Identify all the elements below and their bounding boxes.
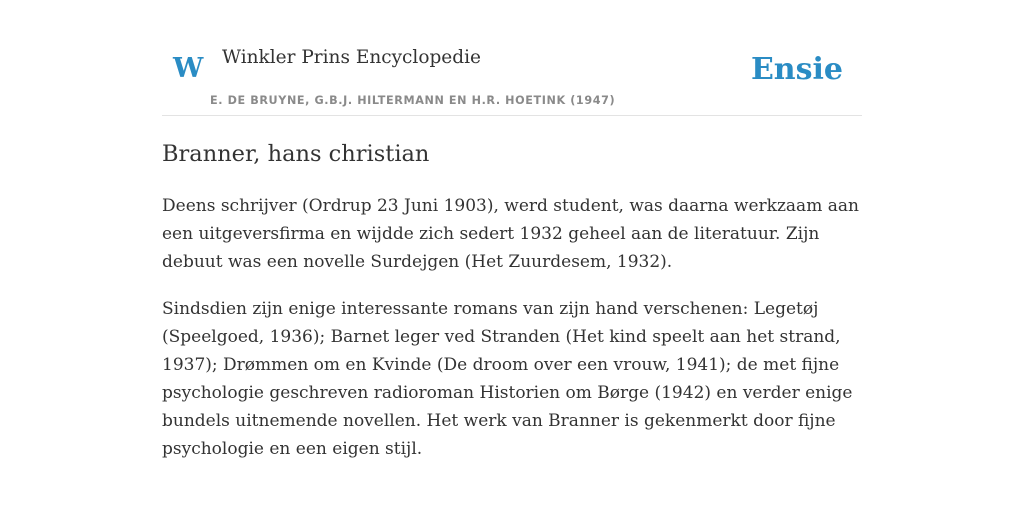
entry-title: Branner, hans christian (162, 141, 430, 167)
entry-paragraph: Deens schrijver (Ordrup 23 Juni 1903), werd student, was daarna werkzaam aan een uitgeversfirma en wijdde zich sedert 1932 geheel aan de literatuur. Zijn debuut was een novelle Surdejgen (Het Zuurdesem, 1932). (162, 196, 859, 272)
entry-paragraph: Sindsdien zijn enige interessante romans van zijn hand verschenen: Legetøj (Speelgoed, 1936); Barnet leger ved Stranden (Het kind speelt aan het strand, 1937); Drømmen om en Kvinde (De droom over een vrouw, 1941); de met fijne psychologie geschreven radioroman Historien om Børge (1942) en verder enige bundels uitnemende novellen. Het werk van Branner is gekenmerkt door fijne psychologie en een eigen stijl. (162, 299, 853, 459)
page (162, 0, 862, 512)
entry-body (162, 192, 862, 482)
authors-line: E. DE BRUYNE, G.B.J. HILTERMANN EN H.R. HOETINK (1947) (210, 94, 616, 107)
ensie-brand-logo[interactable]: Ensie (750, 52, 843, 87)
winkler-prins-logo-icon[interactable]: W (173, 53, 204, 84)
header (162, 0, 862, 116)
source-title[interactable]: Winkler Prins Encyclopedie (222, 47, 481, 68)
